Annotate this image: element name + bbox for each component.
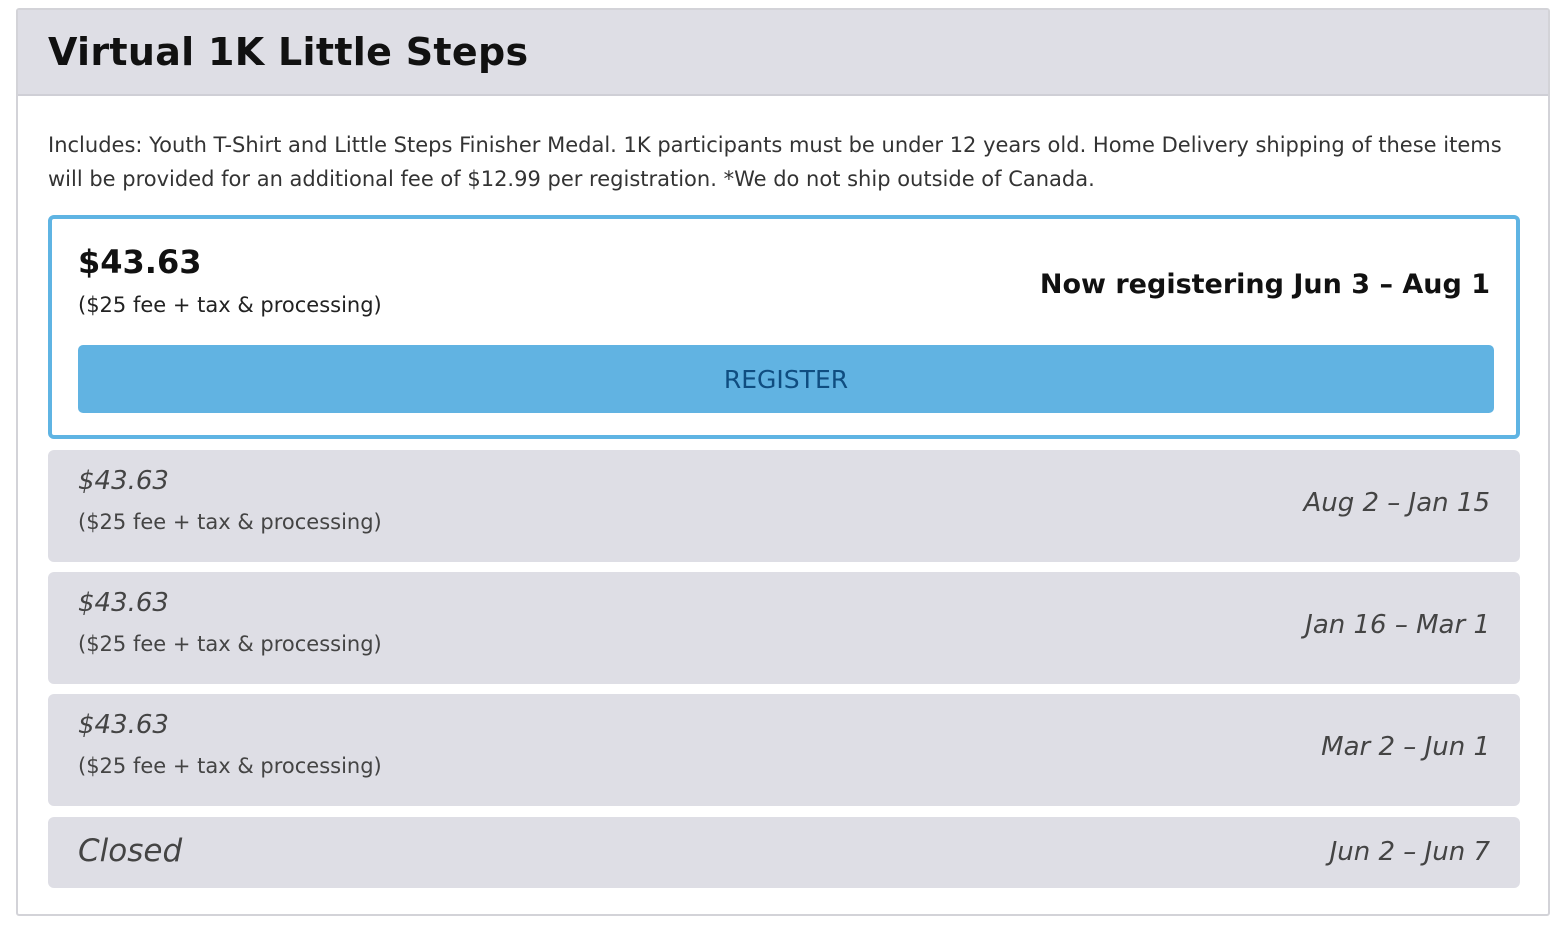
event-description: Includes: Youth T-Shirt and Little Steps Finisher Medal. 1K participants must be under 12 years old. Home Delivery shipping of these items will be provided for an additional fee of $12.99 per registration. *We do not ship outside of Canada. [48,133,1502,191]
price-tier [48,694,1520,806]
tier-closed-label: Closed [78,833,183,869]
tier-fee-note: ($25 fee + tax & processing) [78,754,382,778]
tier-price: $43.63 [78,466,169,496]
tier-fee-note: ($25 fee + tax & processing) [78,510,382,534]
tier-dates: Aug 2 – Jan 15 [1303,488,1490,518]
price-tier [48,572,1520,684]
tier-dates: Mar 2 – Jun 1 [1321,732,1490,762]
active-tier-price: $43.63 [78,243,202,281]
active-tier-status: Now registering Jun 3 – Aug 1 [1039,269,1490,300]
tier-fee-note: ($25 fee + tax & processing) [78,632,382,656]
register-button[interactable]: REGISTER [78,345,1494,413]
tier-price: $43.63 [78,588,169,618]
active-tier-fee-note: ($25 fee + tax & processing) [78,293,382,317]
event-title: Virtual 1K Little Steps [48,30,529,74]
price-tier [48,450,1520,562]
active-price-tier [48,215,1520,439]
tier-dates: Jun 2 – Jun 7 [1329,837,1490,867]
tier-dates: Jan 16 – Mar 1 [1305,610,1490,640]
tier-price: $43.63 [78,710,169,740]
card-header [18,10,1548,96]
price-tier-closed [48,817,1520,888]
event-card [16,8,1550,916]
